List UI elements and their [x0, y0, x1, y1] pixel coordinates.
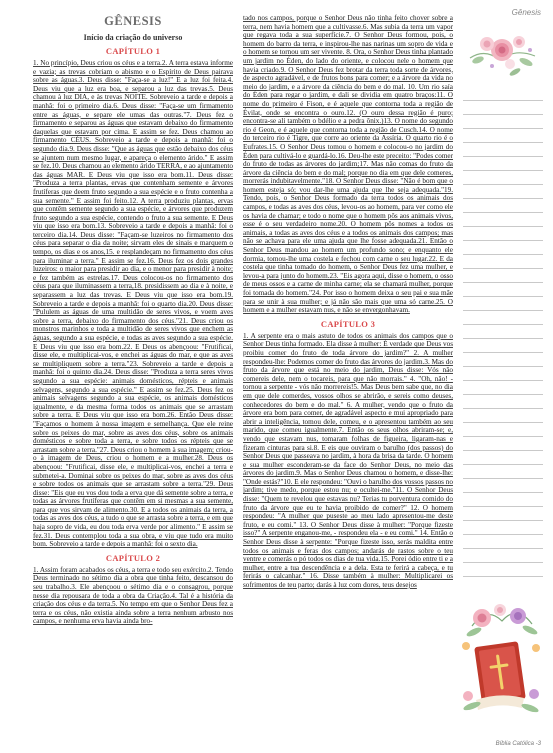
right-column: [243, 14, 453, 750]
chapter-1-heading: CAPÍTULO 1: [105, 46, 161, 56]
credit-text: Bíblia Católica -3: [495, 741, 541, 747]
note-line: [463, 310, 543, 311]
note-line: [463, 240, 543, 241]
left-column: [33, 14, 233, 750]
note-line: [463, 436, 543, 437]
chapter-2-verses: 1. Assim foram acabados os céus, a terra e todo seu exército.2. Tendo Deus terminado no sétimo dia a obra que tinha feito, descansou do seu trabalho.3. Ele abençoou o sétimo dia e o consagrou, porque nesse dia repousara de toda a obra da Criação.4. Tal é a história da criação dos céus e da terra.5. No tempo em que o Senhor Deus fez a terra e os céus, não existia ainda sobre a terra nenhum arbusto nos campos, e nenhuma erva havia ainda bro-: [33, 565, 233, 626]
chapter-2-verses-continued: tado nos campos, porque o Senhor Deus não tinha feito chover sobre a terra, nem havia homem que a cultivasse.6. Mas subia da terra um vapor que regava toda a sua superfície.7. O Senhor Deus formou, pois, o homem do barro da terra, e inspirou-lhe nas narinas um sopro de vida e o homem se tornou um ser vivente. 8. Ora, o Senhor Deus tinha plantado um jardim no Éden, do lado do oriente, e colocou nele o homem que havia criado.9. O Senhor Deus fez brotar da terra toda sorte de árvores, de aspecto agradável, e de frutos bons para comer; e a árvore da vida no meio do jardim, e a árvore da ciência do bem e do mal. 10. Um rio saía do Éden para regar o jardim, e dali se dividia em quatro braços:11. O nome do primeiro é Fison, e é aquele que contorna toda a região de Évilat, onde se encontra o ouro.12. (O ouro dessa região é puro; encontra-se ali também o bdélio e a pedra ônix.)13. O nome do segundo rio é Geon, e é aquele que contorna toda a região de Cusch.14. O nome do terceiro rio é Tigre, que corre ao oriente da Assíria. O quarto rio é o Eufrates.15. O Senhor Deus tomou o homem e colocou-o no jardim do Éden para cultivá-lo e guardá-lo.16. Deu-lhe este preceito: "Podes comer do fruto de todas as árvores do jardim;17. Mas não comas do fruto da árvore da ciência do bem e do mal; porque no dia em que dele comeres, morrerás indubitavelmente."18. O Senhor Deus disse: "Não é bom que o homem esteja só; vou dar-lhe uma ajuda que lhe seja adequada."19. Tendo, pois, o Senhor Deus formado da terra todos os animais dos campos, e todas as aves dos céus, levou-os ao homem, para ver como ele os havia de chamar; e todo o nome que o homem pôs aos animais vivos, esse é o seu verdadeiro nome.20. O homem pôs nomes a todos os animais, a todas as aves dos céus e a todos os animais dos campos; mas não se achava para ele uma ajuda que lhe fosse adequada.21. Então o Senhor Deus mandou ao homem um profundo sono; e enquanto ele dormia, tomou-lhe uma costela e fechou com carne o seu lugar.22. E da costela que tinha tomado do homem, o Senhor Deus fez uma mulher, e levou-a para junto do homem.23. "Eis agora aqui, disse o homem, o osso de meus ossos e a carne de minha carne; ela se chamará mulher, porque foi tomada do homem."24. Por isso o homem deixa o seu pai e sua mãe para se unir à sua mulher; e já não são mais que uma só carne.25. O homem e a mulher estavam nus, e não se envergonhavam.: [243, 14, 453, 315]
note-line: [463, 324, 543, 325]
floral-decoration-top: [460, 18, 545, 88]
note-line: [463, 212, 543, 213]
chapter-2-text: [33, 566, 233, 626]
note-line: [463, 282, 543, 283]
note-line: [463, 422, 543, 423]
note-line: [463, 450, 543, 451]
note-line: [463, 296, 543, 297]
chapter-2-heading: CAPÍTULO 2: [105, 552, 161, 563]
note-line: [463, 114, 543, 115]
book-subtitle: Início da criação do universo: [83, 33, 183, 42]
chapter-1-verses: 1. No princípio, Deus criou os céus e a terra.2. A terra estava informe e vazia; as trevas cobriam o abismo e o Espírito de Deus pairava sobre as águas.3. Deus disse: "Faça-se a luz!" E a luz foi feita.4. Deus viu que a luz era boa, e separou a luz das trevas.5. Deus chamou à luz DIA, e às trevas NOITE. Sobreveio a tarde e depois a manhã: foi o primeiro dia.6. Deus disse: "Faça-se um firmamento entre as águas, e separe ele umas das outras."7. Deus fez o firmamento e separou as águas que estavam debaixo do firmamento daquelas que estavam por cima. E assim se fez. Deus chamou ao firmamento CÉUS. Sobreveio a tarde e depois a manhã: foi o segundo dia.9. Deus disse: "Que as águas que estão debaixo dos céus se ajuntem num mesmo lugar, e apareça o elemento árido." E assim se fez.10. Deus chamou ao elemento árido TERRA, e ao ajuntamento das águas MAR. E Deus viu que isso era bom.11. Deus disse: "Produza a terra plantas, ervas que contenham semente e árvores frutíferas que deem fruto segundo a sua espécie e o fruto contenha a sua semente." E assim foi feito.12. A terra produziu plantas, ervas que contêm semente segundo a sua espécie, e árvores que produzem fruto segundo a sua espécie, contendo o fruto a sua semente. E Deus viu que isso era bom.13. Sobreveio a tarde e depois a manhã: foi o terceiro dia.14. Deus disse: "Façam-se luzeiros no firmamento dos céus para separar o dia da noite; sirvam eles de sinais e marquem o tempo, os dias e os anos,15. e resplandeçam no firmamento dos céus para iluminar a terra." E assim se fez.16. Deus fez os dois grandes luzeiros: o maior para presidir ao dia, e o menor para presidir à noite; e fez também as estrelas.17. Deus colocou-os no firmamento dos céus para que iluminassem a terra,18. presidissem ao dia e à noite, e separassem a luz das trevas. E Deus viu que isso era bom.19. Sobreveio a tarde e depois a manhã: foi o quarto dia.20. Deus disse: "Pululem as águas de uma multidão de seres vivos, e voem aves sobre a terra, debaixo do firmamento dos céus."21. Deus criou os monstros marinhos e toda a multidão de seres vivos que enchem as águas, segundo a sua espécie, e todas as aves segundo a sua espécie. E Deus viu que isso era bom.22. E Deus os abençoou: "Frutificai, disse ele, e multiplicai-vos, e enchei as águas do mar, e que as aves se multipliquem sobre a terra."23. Sobreveio a tarde e depois a manhã: foi o quinto dia.24. Deus disse: "Produza a terra seres vivos segundo a sua espécie: animais domésticos, répteis e animais selvagens, segundo a sua espécie." E assim se fez.25. Deus fez os animais selvagens segundo a sua espécie, os animais domésticos igualmente, e da mesma forma todos os animais que se arrastam sobre a terra. E Deus viu que isso era bom.26. Então Deus disse: "Façamos o homem à nossa imagem e semelhança. Que ele reine sobre os peixes do mar, sobre as aves dos céus, sobre os animais domésticos e sobre toda a terra, e sobre todos os répteis que se arrastam sobre a terra."27. Deus criou o homem à sua imagem; criou-o à imagem de Deus, criou o homem e a mulher.28. Deus os abençoou: "Frutificai, disse ele, e multiplicai-vos, enchei a terra e submetei-a. Dominai sobre os peixes do mar, sobre as aves dos céus e sobre todos os animais que se arrastam sobre a terra."29. Deus disse: "Eis que eu vos dou toda a erva que dá semente sobre a terra, e todas as árvores frutíferas que contêm em si mesmas a sua semente, para que vos sirvam de alimento.30. E a todos os animais da terra, a todas as aves dos céus, a tudo o que se arrasta sobre a terra, e em que haja sopro de vida, eu dou toda erva verde por alimento." E assim se fez.31. Deus contemplou toda a sua obra, e viu que tudo era muito bom. Sobreveio a tarde e depois a manhã: foi o sexto dia.: [33, 59, 233, 549]
note-line: [463, 576, 543, 577]
note-line: [463, 170, 543, 171]
note-line: [463, 394, 543, 395]
floral-bible-decoration: [452, 596, 547, 736]
note-line: [463, 534, 543, 535]
note-line: [463, 100, 543, 101]
note-line: [463, 254, 543, 255]
note-line: [463, 184, 543, 185]
note-line: [463, 156, 543, 157]
note-line: [463, 562, 543, 563]
note-line: [463, 226, 543, 227]
chapter-3-heading: CAPÍTULO 3: [320, 318, 376, 329]
note-line: [463, 198, 543, 199]
note-line: [463, 338, 543, 339]
note-line: [463, 408, 543, 409]
note-line: [463, 366, 543, 367]
note-line: [463, 492, 543, 493]
chapter-2-continued: [243, 14, 453, 315]
note-line: [463, 478, 543, 479]
note-line: [463, 520, 543, 521]
chapter-1-text: [33, 59, 233, 549]
note-line: [463, 506, 543, 507]
note-line: [463, 380, 543, 381]
note-line: [463, 464, 543, 465]
book-title: GÊNESIS: [104, 14, 162, 28]
running-head: Gênesis: [511, 8, 541, 17]
chapter-3-text: [243, 332, 453, 590]
note-line: [463, 352, 543, 353]
note-line: [463, 268, 543, 269]
notes-margin: [463, 100, 543, 590]
note-line: [463, 142, 543, 143]
note-line: [463, 548, 543, 549]
note-line: [463, 128, 543, 129]
chapter-3-verses: 1. A serpente era o mais astuto de todos os animais dos campos que o Senhor Deus tinha formado. Ela disse à mulher: É verdade que Deus vos proibiu comer do fruto de toda árvore do jardim?" 2. A mulher respondeu-lhe: Podemos comer do fruto das árvores do jardim.3. Mas do fruto da árvore que está no meio do jardim, Deus disse: Vós não comereis dele, nem o tocareis, para que não morrais." 4. "Oh, não! - tornou a serpente - vós não morrereis!5. Mas Deus bem sabe que, no dia em que dele comerdes, vossos olhos se abrirão, e sereis como deuses, conhecedores do bem e do mal." 6. A mulher, vendo que o fruto da árvore era bom para comer, de agradável aspecto e mui apropriado para abrir a inteligência, tomou dele, comeu, e o apresentou também ao seu marido, que comeu igualmente.7. Então os seus olhos abriram-se; e, vendo que estavam nus, tomaram folhas de figueira, ligaram-nas e fizeram cinturas para si.8. E eis que ouviram o barulho (dos passos) do Senhor Deus que passeava no jardim, à hora da brisa da tarde. O homem e sua mulher esconderam-se da face do Senhor Deus, no meio das árvores do jardim.9. Mas o Senhor Deus chamou o homem, e disse-lhe: "Onde estás?"10. E ele respondeu: "Ouvi o barulho dos vossos passos no jardim; tive medo, porque estou nu; e ocultei-me."11. O Senhor Deus disse: "Quem te revelou que estavas nu? Terias tu porventura comido do fruto da árvore que eu te havia proibido de comer?" 12. O homem respondeu: "A mulher que puseste ao meu lado apresentou-me deste fruto, e eu comi." 13. O Senhor Deus disse à mulher: "Porque fizeste isso?" A serpente enganou-me, - respondeu ela - e eu comi." 14. Então o Senhor Deus disse à serpente: "Porque fizeste isso, serás maldita entre todos os animais e feras dos campos; andarás de rastos sobre o teu ventre e comerás o pó todos os dias de tua vida.15. Porei ódio entre ti e a mulher, entre a tua descendência e a dela. Esta te ferirá a cabeça, e tu ferirás o calcanhar." 16. Disse também à mulher: Multiplicarei os sofrimentos de teu parto; darás à luz com dores, teus desejos: [243, 331, 453, 589]
